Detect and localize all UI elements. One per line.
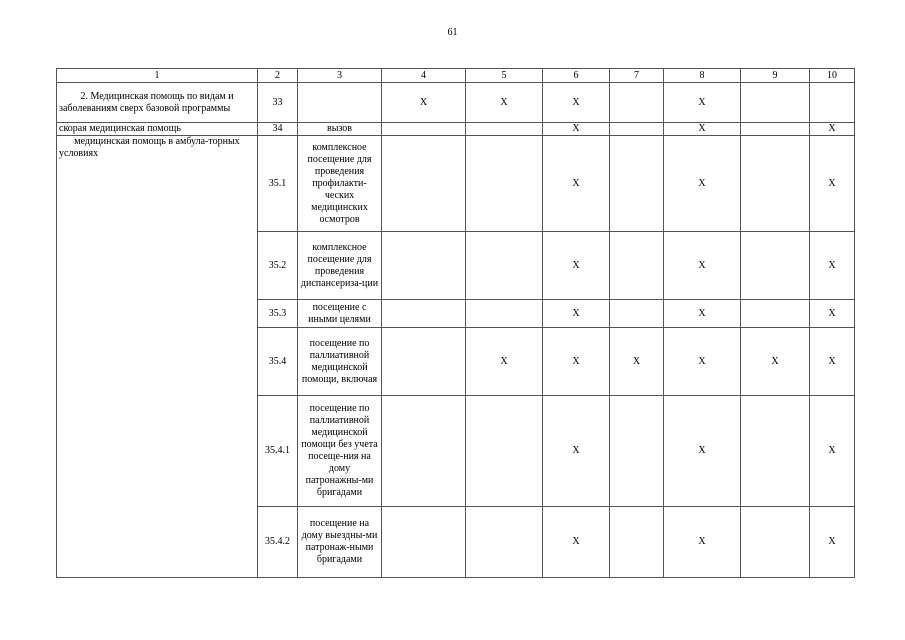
cell-mark: Х xyxy=(664,396,741,507)
cell-mark xyxy=(610,136,664,232)
row-number: 35.1 xyxy=(258,136,298,232)
cell-mark: Х xyxy=(810,328,855,396)
row-unit: посещение с иными целями xyxy=(298,300,382,328)
cell-mark xyxy=(382,123,466,136)
cell-mark: Х xyxy=(810,396,855,507)
cell-mark xyxy=(382,136,466,232)
column-header: 4 xyxy=(382,69,466,83)
cell-mark: Х xyxy=(664,328,741,396)
row-unit: комплексное посещение для проведения диспансериза-ции xyxy=(298,232,382,300)
cell-mark xyxy=(610,232,664,300)
cell-mark xyxy=(741,300,810,328)
cell-mark: Х xyxy=(810,300,855,328)
column-header: 1 xyxy=(57,69,258,83)
column-header: 3 xyxy=(298,69,382,83)
cell-mark: Х xyxy=(810,232,855,300)
cell-mark xyxy=(741,507,810,578)
cell-mark xyxy=(610,300,664,328)
row-number: 35.2 xyxy=(258,232,298,300)
cell-mark xyxy=(466,232,543,300)
cell-mark: Х xyxy=(610,328,664,396)
row-group-name: медицинская помощь в амбула-торных условиях xyxy=(57,136,258,578)
cell-mark: Х xyxy=(543,300,610,328)
row-number: 34 xyxy=(258,123,298,136)
cell-mark: Х xyxy=(543,136,610,232)
cell-mark: Х xyxy=(543,123,610,136)
column-header: 8 xyxy=(664,69,741,83)
cell-mark xyxy=(382,396,466,507)
cell-mark xyxy=(466,507,543,578)
cell-mark: Х xyxy=(543,232,610,300)
cell-mark: Х xyxy=(664,123,741,136)
column-header: 6 xyxy=(543,69,610,83)
row-number: 35.4 xyxy=(258,328,298,396)
row-number: 33 xyxy=(258,83,298,123)
cell-mark xyxy=(466,123,543,136)
table-row xyxy=(57,123,855,136)
cell-mark: Х xyxy=(664,507,741,578)
row-number: 35.4.1 xyxy=(258,396,298,507)
cell-mark xyxy=(610,123,664,136)
row-unit: вызов xyxy=(298,123,382,136)
cell-mark: Х xyxy=(466,328,543,396)
table-row xyxy=(57,136,855,232)
column-header: 10 xyxy=(810,69,855,83)
cell-mark xyxy=(741,136,810,232)
cell-mark xyxy=(466,396,543,507)
cell-mark: Х xyxy=(543,328,610,396)
row-unit: комплексное посещение для проведения профилакти-ческих медицинских осмотров xyxy=(298,136,382,232)
cell-mark: Х xyxy=(466,83,543,123)
cell-mark: Х xyxy=(664,136,741,232)
cell-mark: Х xyxy=(664,83,741,123)
cell-mark xyxy=(810,83,855,123)
page-number: 61 xyxy=(447,27,458,38)
cell-mark: Х xyxy=(810,136,855,232)
table-row xyxy=(57,83,855,123)
cell-mark: Х xyxy=(382,83,466,123)
cell-mark: Х xyxy=(543,396,610,507)
row-number: 35.3 xyxy=(258,300,298,328)
row-name: скорая медицинская помощь xyxy=(57,123,258,136)
cell-mark xyxy=(741,83,810,123)
row-name: 2. Медицинская помощь по видам и заболеваниям сверх базовой программы xyxy=(57,83,258,123)
cell-mark xyxy=(610,83,664,123)
column-header: 2 xyxy=(258,69,298,83)
column-header: 5 xyxy=(466,69,543,83)
row-unit: посещение на дому выездны-ми патронаж-ными бригадами xyxy=(298,507,382,578)
cell-mark xyxy=(610,396,664,507)
cell xyxy=(298,83,382,123)
cell-mark: Х xyxy=(543,83,610,123)
column-header: 7 xyxy=(610,69,664,83)
cell-mark: Х xyxy=(664,300,741,328)
cell-mark xyxy=(382,328,466,396)
cell-mark xyxy=(382,232,466,300)
row-unit: посещение по паллиативной медицинской помощи, включая xyxy=(298,328,382,396)
cell-mark xyxy=(741,123,810,136)
table-header-row xyxy=(57,69,855,83)
cell-mark xyxy=(466,136,543,232)
cell-mark xyxy=(610,507,664,578)
cell-mark xyxy=(382,507,466,578)
cell-mark xyxy=(741,396,810,507)
cell-mark xyxy=(382,300,466,328)
column-header: 9 xyxy=(741,69,810,83)
cell-mark: Х xyxy=(810,507,855,578)
cell-mark: Х xyxy=(810,123,855,136)
cell-mark: Х xyxy=(741,328,810,396)
cell-mark: Х xyxy=(543,507,610,578)
cell-mark xyxy=(466,300,543,328)
cell-mark: Х xyxy=(664,232,741,300)
row-number: 35.4.2 xyxy=(258,507,298,578)
cell-mark xyxy=(741,232,810,300)
row-unit: посещение по паллиативной медицинской помощи без учета посеще-ния на дому патронажны-ми бригадами xyxy=(298,396,382,507)
data-table xyxy=(56,68,855,578)
